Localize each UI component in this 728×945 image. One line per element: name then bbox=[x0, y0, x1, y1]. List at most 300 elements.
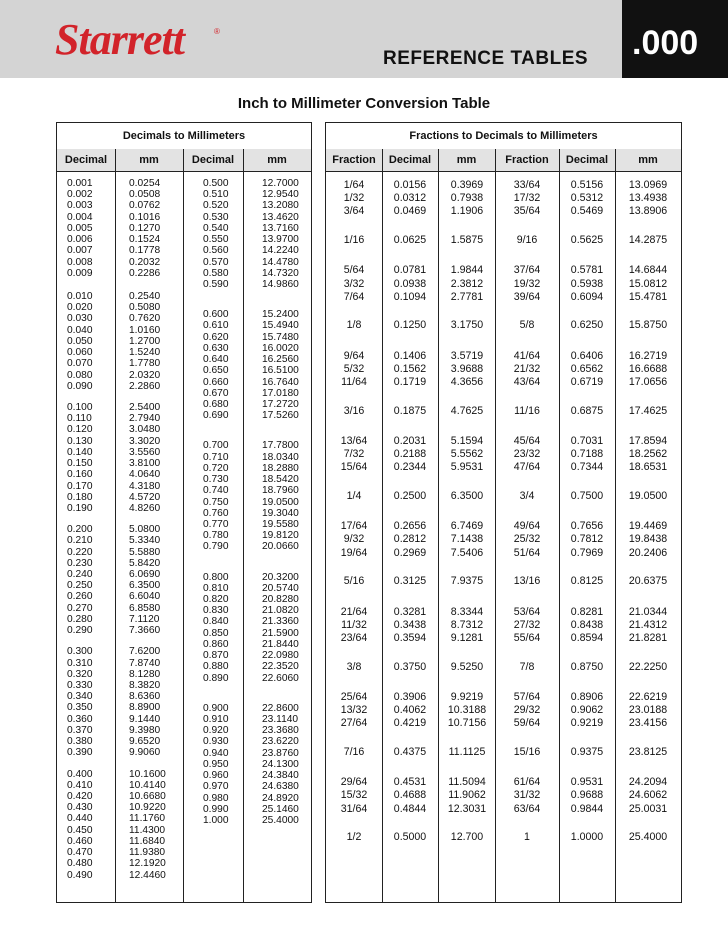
decimal-value: 0.370 bbox=[67, 724, 93, 736]
decimal-value: 0.6094 bbox=[570, 290, 604, 303]
decimal-value: 0.660 bbox=[203, 376, 229, 388]
column-header-decimal: Decimal bbox=[183, 149, 243, 172]
fraction-value: 19/32 bbox=[513, 277, 541, 290]
mm-value: 21.8281 bbox=[628, 631, 668, 644]
decimal-value: 0.0312 bbox=[393, 192, 427, 205]
decimal-value: 0.470 bbox=[67, 847, 93, 859]
mm-value: 5.1594 bbox=[450, 434, 484, 447]
mm-value: 18.2562 bbox=[628, 448, 668, 461]
column-header-mm: mm bbox=[243, 149, 311, 172]
decimal-value: 0.5938 bbox=[570, 277, 604, 290]
fraction-value: 47/64 bbox=[513, 461, 541, 474]
mm-value: 2.3812 bbox=[450, 277, 484, 290]
fraction-value: 3/16 bbox=[343, 404, 365, 417]
mm-value: 8.3344 bbox=[450, 605, 484, 618]
decimal-value: 0.690 bbox=[203, 410, 229, 422]
fraction-value: 1/4 bbox=[346, 490, 362, 502]
decimal-value: 0.730 bbox=[203, 474, 229, 486]
mm-value: 19.3040 bbox=[262, 507, 299, 519]
decimal-value: 0.080 bbox=[67, 369, 93, 381]
decimal-value: 0.4219 bbox=[393, 717, 427, 730]
decimal-value: 0.4531 bbox=[393, 776, 427, 789]
mm-value: 1.2700 bbox=[129, 335, 161, 347]
decimal-value: 0.040 bbox=[67, 324, 93, 336]
decimal-value: 0.6875 bbox=[570, 404, 604, 417]
fraction-value: 57/64 bbox=[513, 690, 541, 703]
decimal-value: 0.1562 bbox=[393, 362, 427, 375]
decimal-value: 0.540 bbox=[203, 222, 229, 234]
decimal-value: 0.490 bbox=[67, 869, 93, 881]
mm-value: 3.0480 bbox=[129, 424, 161, 436]
mm-value: 3.9688 bbox=[450, 362, 484, 375]
fraction-value: 17/32 bbox=[513, 192, 541, 205]
decimal-value: 0.3438 bbox=[393, 618, 427, 631]
mm-value: 19.0500 bbox=[262, 496, 299, 508]
decimal-value: 0.860 bbox=[203, 638, 229, 650]
decimal-value: 0.710 bbox=[203, 451, 229, 463]
mm-value: 4.3656 bbox=[450, 376, 484, 388]
mm-value: 9.1440 bbox=[129, 713, 161, 725]
mm-value: 18.6531 bbox=[628, 461, 668, 474]
decimal-value: 0.600 bbox=[203, 309, 229, 321]
mm-value: 9.6520 bbox=[129, 736, 161, 748]
mm-value: 1.1906 bbox=[450, 205, 484, 218]
mm-value: 8.3820 bbox=[129, 680, 161, 692]
mm-value: 7.3660 bbox=[129, 625, 161, 637]
fraction-value: 25/64 bbox=[340, 690, 368, 703]
decimal-value: 0.340 bbox=[67, 691, 93, 703]
decimal-value: 0.950 bbox=[203, 758, 229, 770]
column-header-mm: mm bbox=[615, 149, 681, 172]
decimal-value: 0.7500 bbox=[570, 490, 604, 502]
decimal-value: 0.330 bbox=[67, 680, 93, 692]
fraction-value: 21/32 bbox=[513, 362, 541, 375]
fraction-value: 13/32 bbox=[340, 704, 368, 716]
decimal-value: 0.610 bbox=[203, 320, 229, 332]
decimal-value: 0.008 bbox=[67, 256, 93, 268]
decimal-value: 0.780 bbox=[203, 530, 229, 542]
decimal-value: 0.500 bbox=[203, 178, 229, 189]
mm-value: 3.8100 bbox=[129, 458, 161, 470]
decimal-value: 0.4844 bbox=[393, 802, 427, 815]
mm-value: 11.1760 bbox=[129, 813, 166, 825]
decimal-value: 0.830 bbox=[203, 605, 229, 617]
decimal-value: 0.6250 bbox=[570, 319, 604, 332]
decimal-value: 0.6719 bbox=[570, 376, 604, 388]
fraction-value: 55/64 bbox=[513, 631, 541, 644]
fraction-value: 1/64 bbox=[343, 179, 365, 191]
fraction-value: 7/8 bbox=[519, 660, 535, 673]
decimal-value: 0.1406 bbox=[393, 349, 427, 362]
mm-value: 10.1600 bbox=[129, 768, 166, 780]
mm-value: 22.6060 bbox=[262, 672, 299, 684]
mm-value: 6.8580 bbox=[129, 602, 161, 614]
decimal-value: 0.970 bbox=[203, 781, 229, 793]
decimal-value: 0.310 bbox=[67, 657, 93, 669]
decimal-value: 0.130 bbox=[67, 435, 93, 447]
decimal-value: 0.300 bbox=[67, 646, 93, 658]
mm-value: 23.8760 bbox=[262, 747, 299, 759]
mm-value: 11.6840 bbox=[129, 835, 166, 847]
decimal-value: 0.001 bbox=[67, 178, 93, 189]
decimal-value: 0.980 bbox=[203, 792, 229, 804]
decimal-value: 0.870 bbox=[203, 650, 229, 662]
fraction-value: 9/16 bbox=[516, 234, 538, 247]
mm-value: 15.7480 bbox=[262, 331, 299, 343]
decimal-value: 0.7969 bbox=[570, 546, 604, 559]
decimal-value: 0.480 bbox=[67, 858, 93, 870]
mm-value: 0.3969 bbox=[450, 179, 484, 191]
column-divider bbox=[183, 149, 184, 902]
decimal-badge bbox=[622, 0, 728, 78]
mm-value: 0.1778 bbox=[129, 245, 161, 257]
fraction-value: 21/64 bbox=[340, 605, 368, 618]
column-divider bbox=[243, 149, 244, 902]
mm-value: 24.8920 bbox=[262, 792, 299, 804]
decimal-value: 0.070 bbox=[67, 358, 93, 370]
mm-value: 23.3680 bbox=[262, 725, 299, 737]
decimal-value: 0.2031 bbox=[393, 434, 427, 447]
decimal-value: 0.030 bbox=[67, 313, 93, 325]
mm-value: 10.4140 bbox=[129, 779, 166, 791]
mm-value: 0.2540 bbox=[129, 290, 161, 302]
mm-value: 1.5875 bbox=[450, 234, 484, 247]
mm-value: 0.2286 bbox=[129, 267, 161, 279]
mm-value: 20.6375 bbox=[628, 575, 668, 588]
mm-value: 22.0980 bbox=[262, 650, 299, 662]
decimal-value: 0.8594 bbox=[570, 631, 604, 644]
mm-value: 16.2560 bbox=[262, 354, 299, 366]
decimal-value: 0.290 bbox=[67, 625, 93, 637]
mm-value: 7.1438 bbox=[450, 533, 484, 546]
fraction-value: 9/64 bbox=[343, 349, 365, 362]
decimal-value: 0.570 bbox=[203, 256, 229, 268]
decimal-value: 0.440 bbox=[67, 813, 93, 825]
mm-value: 22.6219 bbox=[628, 690, 668, 703]
decimal-value: 0.8125 bbox=[570, 575, 604, 588]
decimal-value: 0.140 bbox=[67, 446, 93, 458]
mm-value: 15.4781 bbox=[628, 290, 668, 303]
mm-value: 23.4156 bbox=[628, 717, 668, 730]
mm-value: 13.2080 bbox=[262, 200, 299, 212]
decimal-value: 0.5312 bbox=[570, 192, 604, 205]
fraction-value: 59/64 bbox=[513, 717, 541, 730]
mm-value: 18.0340 bbox=[262, 451, 299, 463]
decimal-value: 0.850 bbox=[203, 627, 229, 639]
mm-value: 14.2875 bbox=[628, 234, 668, 247]
fraction-value: 39/64 bbox=[513, 290, 541, 303]
mm-value: 7.5406 bbox=[450, 546, 484, 559]
mm-value: 6.3500 bbox=[450, 490, 484, 502]
column-header-fraction: Fraction bbox=[326, 149, 382, 172]
mm-value: 12.700 bbox=[450, 831, 484, 844]
decimal-value: 0.260 bbox=[67, 591, 93, 603]
mm-value: 11.4300 bbox=[129, 824, 166, 836]
mm-value: 24.6062 bbox=[628, 789, 668, 802]
decimal-value: 0.900 bbox=[203, 702, 229, 714]
mm-value: 13.4620 bbox=[262, 211, 299, 223]
decimal-value: 0.790 bbox=[203, 541, 229, 553]
mm-value: 23.0188 bbox=[628, 704, 668, 716]
fraction-value: 11/64 bbox=[341, 376, 367, 388]
decimal-value: 0.1250 bbox=[393, 319, 427, 332]
fraction-value: 27/32 bbox=[513, 618, 541, 631]
fractions-heading: Fractions to Decimals to Millimeters bbox=[326, 123, 681, 150]
decimal-value: 0.8438 bbox=[570, 618, 604, 631]
mm-value: 21.3360 bbox=[262, 616, 299, 628]
decimal-value: 0.580 bbox=[203, 267, 229, 279]
column-header-decimal: Decimal bbox=[382, 149, 438, 172]
decimal-value: 0.1875 bbox=[393, 404, 427, 417]
fraction-value: 3/8 bbox=[346, 660, 362, 673]
decimal-value: 0.9062 bbox=[570, 704, 604, 716]
mm-value: 17.0656 bbox=[628, 376, 668, 388]
fraction-value: 11/16 bbox=[514, 404, 540, 417]
fraction-value: 9/32 bbox=[343, 533, 365, 546]
mm-value: 24.1300 bbox=[262, 758, 299, 770]
mm-value: 16.2719 bbox=[628, 349, 668, 362]
decimal-value: 0.640 bbox=[203, 354, 229, 366]
fraction-value: 1/32 bbox=[343, 192, 365, 205]
mm-value: 1.7780 bbox=[129, 358, 161, 370]
mm-value: 0.5080 bbox=[129, 302, 161, 314]
mm-value: 21.4312 bbox=[628, 618, 668, 631]
decimal-value: 0.940 bbox=[203, 747, 229, 759]
mm-value: 6.6040 bbox=[129, 591, 161, 603]
decimal-badge-label: .000 bbox=[632, 24, 699, 62]
decimal-value: 0.5156 bbox=[570, 179, 604, 191]
decimal-value: 0.010 bbox=[67, 290, 93, 302]
decimal-value: 0.5469 bbox=[570, 205, 604, 218]
mm-value: 2.5400 bbox=[129, 401, 161, 413]
mm-value: 14.9860 bbox=[262, 278, 299, 290]
decimal-value: 0.250 bbox=[67, 580, 93, 592]
decimal-value: 0.050 bbox=[67, 335, 93, 347]
decimal-value: 0.8281 bbox=[570, 605, 604, 618]
decimal-value: 0.560 bbox=[203, 245, 229, 257]
fraction-value: 19/64 bbox=[340, 546, 368, 559]
decimal-value: 0.880 bbox=[203, 661, 229, 673]
mm-value: 4.5720 bbox=[129, 491, 161, 503]
fraction-value: 61/64 bbox=[513, 776, 541, 789]
column-header-fraction: Fraction bbox=[495, 149, 559, 172]
mm-value: 15.0812 bbox=[628, 277, 668, 290]
decimal-value: 0.9375 bbox=[570, 745, 604, 758]
fraction-value: 7/32 bbox=[343, 448, 365, 461]
decimal-value: 0.2500 bbox=[393, 490, 427, 502]
mm-value: 7.6200 bbox=[129, 646, 161, 658]
mm-value: 0.1524 bbox=[129, 234, 161, 246]
fraction-value: 5/8 bbox=[519, 319, 535, 332]
decimal-value: 0.670 bbox=[203, 387, 229, 399]
decimal-value: 0.920 bbox=[203, 725, 229, 737]
decimal-value: 0.4375 bbox=[393, 745, 427, 758]
mm-value: 18.7960 bbox=[262, 485, 299, 497]
mm-value: 3.5719 bbox=[450, 349, 484, 362]
decimal-value: 0.003 bbox=[67, 200, 93, 212]
decimal-value: 0.9219 bbox=[570, 717, 604, 730]
decimal-value: 0.0625 bbox=[393, 234, 427, 247]
fraction-value: 15/32 bbox=[340, 789, 368, 802]
decimal-value: 0.9531 bbox=[570, 776, 604, 789]
decimal-value: 0.210 bbox=[67, 535, 93, 547]
decimal-value: 0.2969 bbox=[393, 546, 427, 559]
decimal-value: 0.910 bbox=[203, 714, 229, 726]
fraction-value: 41/64 bbox=[513, 349, 541, 362]
decimal-value: 0.1719 bbox=[393, 376, 427, 388]
mm-value: 17.4625 bbox=[628, 404, 668, 417]
decimal-value: 0.360 bbox=[67, 713, 93, 725]
decimal-value: 0.120 bbox=[67, 424, 93, 436]
mm-value: 11.9062 bbox=[448, 789, 486, 802]
mm-value: 10.7156 bbox=[447, 717, 487, 730]
decimal-value: 0.410 bbox=[67, 779, 93, 791]
mm-value: 11.5094 bbox=[448, 776, 486, 789]
fraction-value: 45/64 bbox=[513, 434, 541, 447]
fraction-value: 1/2 bbox=[346, 831, 362, 844]
decimal-value: 0.270 bbox=[67, 602, 93, 614]
decimal-value: 0.740 bbox=[203, 485, 229, 497]
decimal-value: 0.320 bbox=[67, 668, 93, 680]
mm-value: 2.7781 bbox=[450, 290, 484, 303]
mm-value: 17.2720 bbox=[262, 398, 299, 410]
decimal-value: 0.090 bbox=[67, 380, 93, 392]
fraction-value: 51/64 bbox=[513, 546, 541, 559]
mm-value: 9.1281 bbox=[450, 631, 484, 644]
mm-value: 20.2406 bbox=[628, 546, 668, 559]
decimal-value: 0.004 bbox=[67, 211, 93, 223]
mm-value: 5.5880 bbox=[129, 546, 161, 558]
decimal-value: 0.380 bbox=[67, 736, 93, 748]
mm-value: 16.5100 bbox=[262, 365, 299, 377]
mm-value: 19.4469 bbox=[628, 520, 668, 533]
mm-value: 19.8120 bbox=[262, 530, 299, 542]
mm-value: 4.8260 bbox=[129, 502, 161, 514]
decimal-value: 0.190 bbox=[67, 502, 93, 514]
decimal-value: 0.590 bbox=[203, 278, 229, 290]
mm-value: 13.0969 bbox=[628, 179, 668, 191]
decimal-value: 0.7812 bbox=[570, 533, 604, 546]
mm-value: 20.3200 bbox=[262, 571, 299, 583]
fraction-value: 7/16 bbox=[343, 745, 365, 758]
mm-value: 15.2400 bbox=[262, 309, 299, 321]
decimal-value: 0.400 bbox=[67, 768, 93, 780]
decimal-value: 0.150 bbox=[67, 458, 93, 470]
fraction-value: 1/8 bbox=[346, 319, 362, 332]
fraction-value: 35/64 bbox=[513, 205, 541, 218]
mm-value: 21.0344 bbox=[628, 605, 668, 618]
fraction-value: 37/64 bbox=[513, 264, 541, 277]
decimal-value: 0.007 bbox=[67, 245, 93, 257]
mm-value: 14.2240 bbox=[262, 245, 299, 257]
mm-value: 0.2032 bbox=[129, 256, 161, 268]
mm-value: 17.5260 bbox=[262, 410, 299, 422]
fraction-value: 5/32 bbox=[343, 362, 365, 375]
mm-value: 0.0254 bbox=[129, 178, 161, 189]
mm-value: 8.6360 bbox=[129, 691, 161, 703]
decimal-value: 0.810 bbox=[203, 582, 229, 594]
decimal-value: 0.840 bbox=[203, 616, 229, 628]
fraction-value: 15/64 bbox=[340, 461, 368, 474]
mm-value: 13.8906 bbox=[628, 205, 668, 218]
decimal-value: 0.230 bbox=[67, 557, 93, 569]
decimal-value: 0.3906 bbox=[393, 690, 427, 703]
mm-value: 4.0640 bbox=[129, 469, 161, 481]
fraction-value: 13/64 bbox=[340, 434, 368, 447]
decimal-value: 0.8750 bbox=[570, 660, 604, 673]
decimal-value: 0.890 bbox=[203, 672, 229, 684]
fraction-value: 3/32 bbox=[343, 277, 365, 290]
mm-value: 24.3840 bbox=[262, 770, 299, 782]
decimal-value: 0.430 bbox=[67, 802, 93, 814]
column-header-decimal: Decimal bbox=[57, 149, 115, 172]
mm-value: 0.7620 bbox=[129, 313, 161, 325]
mm-value: 11.9380 bbox=[129, 847, 166, 859]
decimal-value: 0.9688 bbox=[570, 789, 604, 802]
decimal-value: 0.450 bbox=[67, 824, 93, 836]
mm-value: 8.8900 bbox=[129, 702, 161, 714]
decimal-value: 0.020 bbox=[67, 302, 93, 314]
mm-value: 5.8420 bbox=[129, 557, 161, 569]
decimal-value: 0.0938 bbox=[393, 277, 427, 290]
decimal-value: 0.3125 bbox=[393, 575, 427, 588]
decimal-value: 0.200 bbox=[67, 524, 93, 536]
mm-value: 8.1280 bbox=[129, 668, 161, 680]
fraction-value: 7/64 bbox=[343, 290, 365, 303]
decimal-value: 0.2344 bbox=[393, 461, 427, 474]
fraction-value: 53/64 bbox=[513, 605, 541, 618]
decimal-value: 0.2656 bbox=[393, 520, 427, 533]
mm-value: 11.1125 bbox=[448, 745, 486, 758]
mm-value: 6.0690 bbox=[129, 569, 161, 581]
mm-value: 2.7940 bbox=[129, 413, 161, 425]
fraction-value: 1/16 bbox=[343, 234, 365, 247]
decimal-value: 0.680 bbox=[203, 398, 229, 410]
mm-value: 7.9375 bbox=[450, 575, 484, 588]
mm-value: 5.5562 bbox=[450, 448, 484, 461]
decimal-value: 0.2188 bbox=[393, 448, 427, 461]
decimal-value: 0.0781 bbox=[393, 264, 427, 277]
mm-value: 14.4780 bbox=[262, 256, 299, 268]
mm-value: 5.3340 bbox=[129, 535, 161, 547]
mm-value: 17.0180 bbox=[262, 387, 299, 399]
decimal-value: 0.9844 bbox=[570, 802, 604, 815]
mm-value: 24.6380 bbox=[262, 781, 299, 793]
mm-value: 2.0320 bbox=[129, 369, 161, 381]
decimal-value: 0.006 bbox=[67, 234, 93, 246]
mm-value: 21.0820 bbox=[262, 605, 299, 617]
fraction-value: 43/64 bbox=[513, 376, 541, 388]
mm-value: 8.7312 bbox=[450, 618, 484, 631]
decimal-value: 0.7031 bbox=[570, 434, 604, 447]
mm-value: 19.0500 bbox=[628, 490, 668, 502]
decimal-value: 0.510 bbox=[203, 189, 229, 201]
decimal-value: 0.960 bbox=[203, 770, 229, 782]
fraction-value: 11/32 bbox=[341, 618, 367, 631]
mm-value: 7.8740 bbox=[129, 657, 161, 669]
mm-value: 25.1460 bbox=[262, 803, 299, 815]
decimal-value: 0.180 bbox=[67, 491, 93, 503]
decimal-value: 0.520 bbox=[203, 200, 229, 212]
decimal-value: 1.0000 bbox=[570, 831, 604, 844]
fraction-value: 31/32 bbox=[513, 789, 541, 802]
mm-value: 21.8440 bbox=[262, 638, 299, 650]
mm-value: 9.3980 bbox=[129, 724, 161, 736]
fractions-to-decimals-table bbox=[325, 122, 682, 903]
mm-value: 4.7625 bbox=[450, 404, 484, 417]
registered-mark: ® bbox=[214, 27, 220, 36]
decimal-value: 0.550 bbox=[203, 234, 229, 246]
